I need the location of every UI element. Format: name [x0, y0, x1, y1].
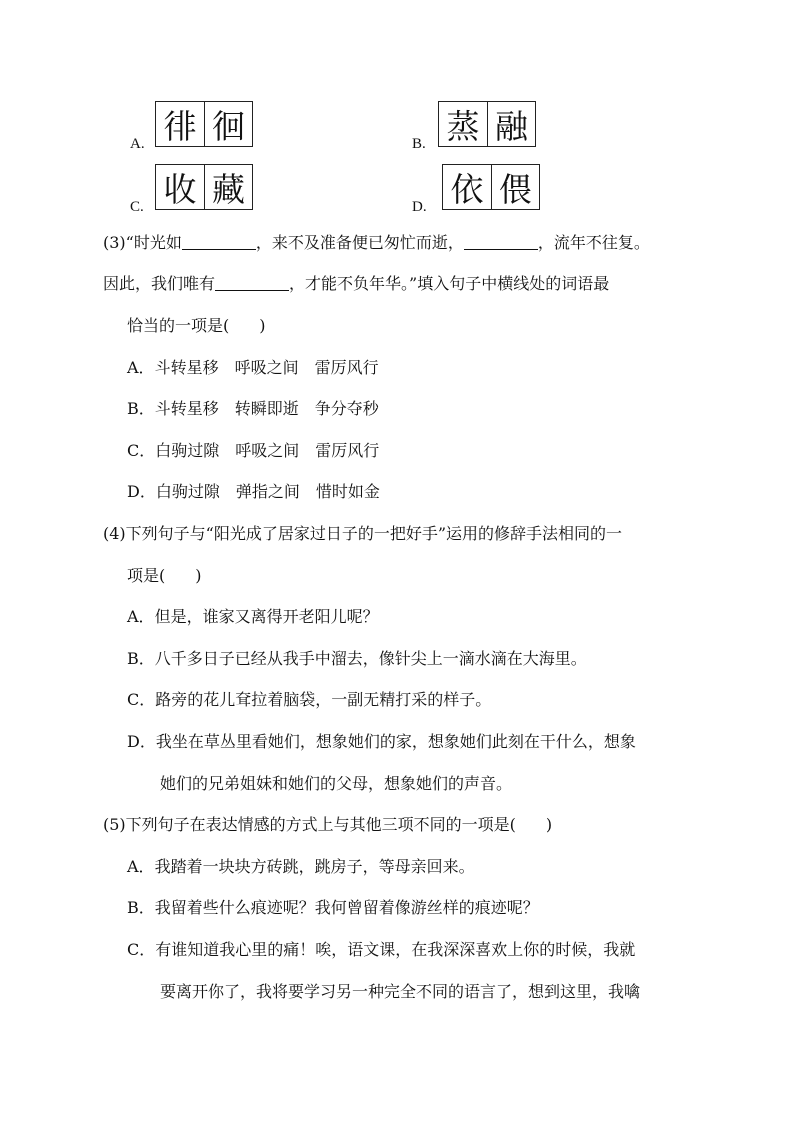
char-box-c — [155, 164, 253, 210]
q4-option-c: C．路旁的花儿耷拉着脑袋，一副无精打采的样子。 — [127, 690, 492, 709]
q5-line-1: (5)下列句子在表达情感的方式上与其他三项不同的一项是( ) — [103, 815, 553, 834]
char-cell: 藏 — [204, 165, 252, 209]
q5-option-b: B．我留着些什么痕迹呢？我何曾留着像游丝样的痕迹呢？ — [127, 898, 539, 917]
q4-option-d: D．我坐在草丛里看她们，想象她们的家，想象她们此刻在干什么，想象 — [127, 732, 636, 751]
char-cell: 徘 — [163, 106, 197, 146]
q4-line-1: (4)下列句子与“阳光成了居家过日子的一把好手”运用的修辞手法相同的一 — [103, 524, 623, 543]
char-box-b — [438, 101, 536, 147]
answer-blank — [182, 233, 256, 250]
q3-text: 因此，我们唯有 — [103, 274, 216, 293]
q3-text: ) — [259, 316, 266, 335]
q3-line-3 — [127, 315, 266, 337]
option-letter-b: B. — [412, 136, 426, 152]
q3-text: ，流年不往复。 — [537, 233, 650, 252]
q3-text: ，来不及准备便已匆忙而逝， — [255, 233, 464, 252]
option-letter-a: A. — [130, 136, 145, 152]
q3-text: ，才能不负年华。”填入句子中横线处的词语最 — [289, 274, 610, 293]
char-box-d — [442, 164, 540, 210]
q3-line-1 — [103, 232, 650, 254]
q3-text: (3)“时光如 — [103, 233, 182, 252]
q5-option-c-cont: 要离开你了，我将要学习另一种完全不同的语言了，想到这里，我噙 — [160, 982, 641, 1001]
q4-line-2: 项是( ) — [127, 566, 202, 585]
q4-option-a: A．但是，谁家又离得开老阳儿呢？ — [127, 607, 379, 626]
q3-option-c: C．白驹过隙 呼吸之间 雷厉风行 — [127, 441, 380, 460]
char-cell: 融 — [487, 102, 535, 146]
char-box-a — [155, 101, 253, 147]
q5-option-a: A．我踏着一块块方砖跳，跳房子，等母亲回来。 — [127, 857, 475, 876]
char-cell: 徊 — [204, 102, 252, 146]
answer-blank — [464, 233, 538, 250]
answer-blank — [215, 274, 289, 291]
char-cell: 偎 — [491, 165, 539, 209]
option-letter-d: D. — [412, 199, 427, 215]
q4-option-b: B．八千多日子已经从我手中溜去，像针尖上一滴水滴在大海里。 — [127, 649, 587, 668]
q5-option-c: C．有谁知道我心里的痛！唉，语文课，在我深深喜欢上你的时候，我就 — [127, 940, 636, 959]
q3-option-b: B．斗转星移 转瞬即逝 争分夺秒 — [127, 399, 379, 418]
q3-text: 恰当的一项是( — [127, 316, 230, 335]
q3-line-2 — [103, 273, 609, 295]
q4-option-d-cont: 她们的兄弟姐妹和她们的父母，想象她们的声音。 — [160, 774, 513, 793]
q3-option-a: A．斗转星移 呼吸之间 雷厉风行 — [127, 358, 379, 377]
char-cell: 依 — [450, 169, 484, 209]
char-cell: 收 — [163, 169, 197, 209]
char-cell: 蒸 — [446, 106, 480, 146]
q3-option-d: D．白驹过隙 弹指之间 惜时如金 — [127, 482, 380, 501]
option-letter-c: C. — [130, 199, 144, 215]
